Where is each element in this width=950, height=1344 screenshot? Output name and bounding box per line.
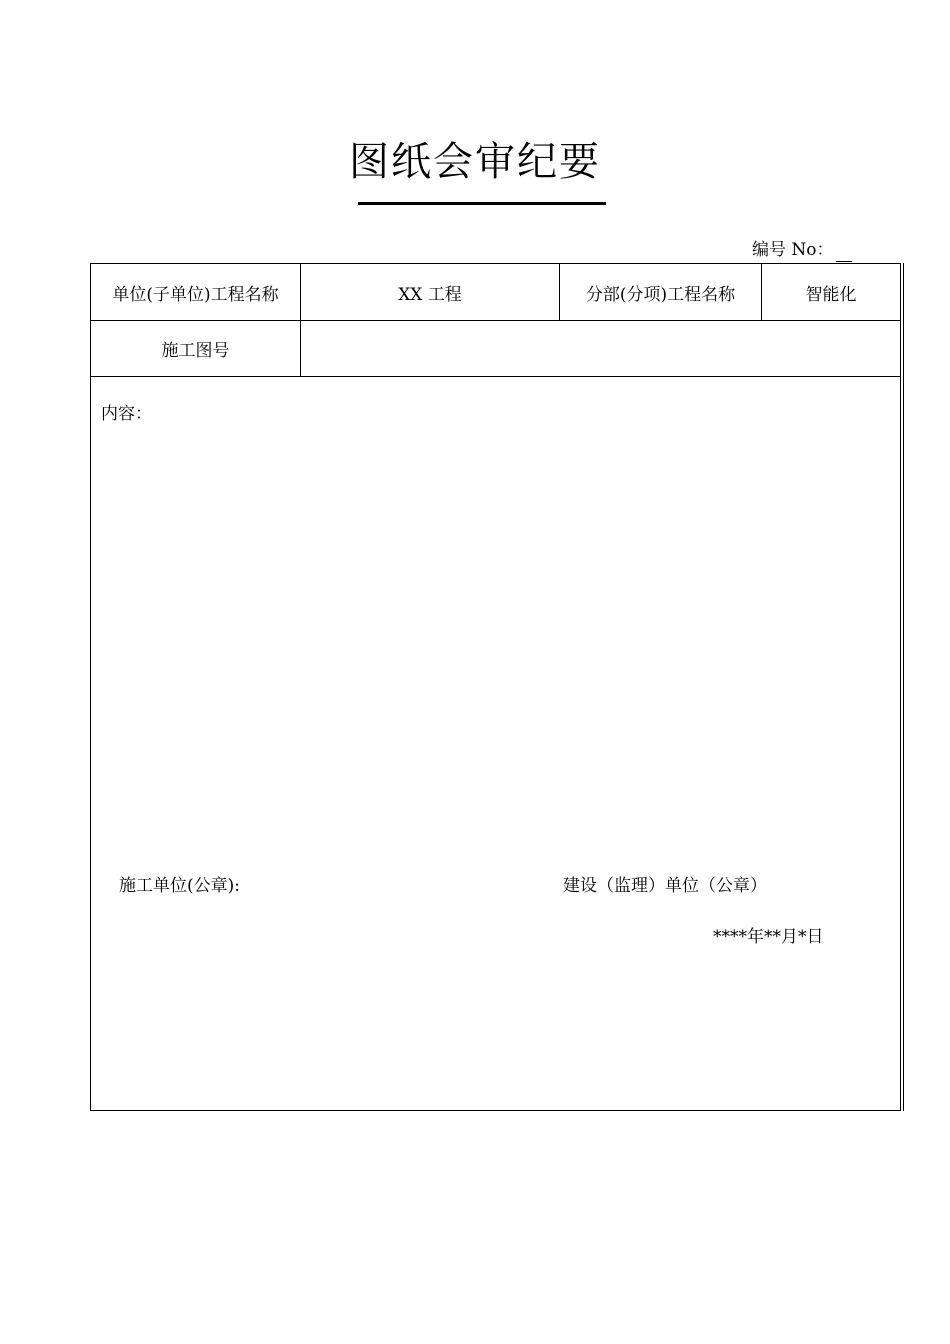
document-number-blank <box>836 245 852 262</box>
table-double-border-edge <box>903 263 904 1111</box>
table-row-drawing-number <box>91 321 900 377</box>
review-form-table <box>90 263 901 1111</box>
sub-project-name-label: 分部(分项)工程名称 <box>560 264 762 320</box>
content-label: 内容： <box>101 404 152 424</box>
construction-unit-seal-label: 施工单位(公章): <box>119 876 240 896</box>
table-row-project-names <box>91 264 900 321</box>
unit-project-name-label: 单位(子单位)工程名称 <box>91 264 301 320</box>
signature-date: ****年**月*日 <box>713 927 824 947</box>
title-underline <box>358 202 606 205</box>
document-title: 图纸会审纪要 <box>349 139 601 185</box>
owner-supervisor-seal-label: 建设（监理）单位（公章） <box>563 876 767 896</box>
unit-project-name-value: XX 工程 <box>301 264 560 320</box>
document-number-label: 编号 No： <box>752 240 834 260</box>
drawing-number-value <box>301 321 900 376</box>
document-number <box>752 238 852 262</box>
sub-project-name-value: 智能化 <box>805 284 857 305</box>
drawing-number-label: 施工图号 <box>91 321 301 376</box>
